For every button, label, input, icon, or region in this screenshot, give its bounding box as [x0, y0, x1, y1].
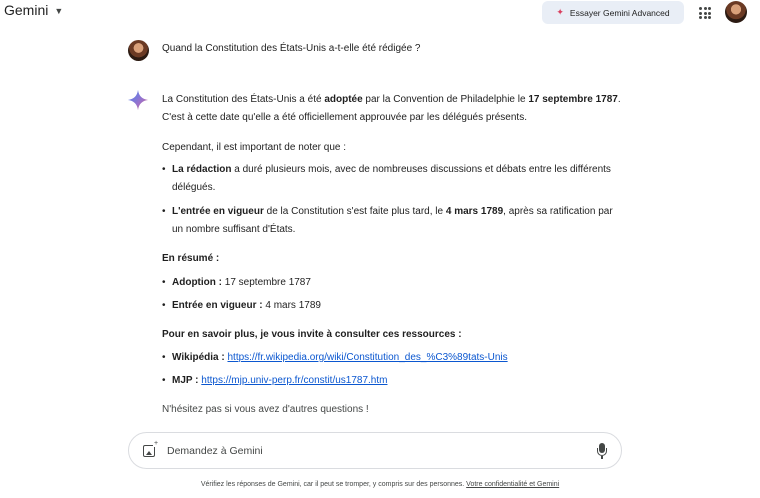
- caret-down-icon: ▼: [54, 5, 64, 16]
- text-span: 4 mars 1789: [262, 300, 321, 311]
- app-title: Gemini: [4, 2, 49, 18]
- try-advanced-button[interactable]: [542, 1, 684, 24]
- disclaimer-text: Vérifiez les réponses de Gemini, car il peut se tromper, y compris sur des personnes.: [200, 481, 467, 488]
- bullet-dot: •: [162, 352, 166, 363]
- bold-span: 17 septembre 1787: [528, 94, 618, 105]
- apps-grid-icon[interactable]: [699, 7, 711, 19]
- bullet-dot: •: [162, 164, 166, 175]
- prompt-input[interactable]: [167, 442, 587, 460]
- bold-span: Wikipédia :: [172, 352, 225, 363]
- bullet-dot: •: [162, 375, 166, 386]
- bullet-dot: •: [162, 206, 166, 217]
- bold-span: La rédaction: [172, 164, 232, 175]
- response-paragraph-note: Cependant, il est important de noter que :: [162, 142, 347, 153]
- gemini-sparkle-icon: [127, 89, 149, 111]
- summary-heading: [162, 250, 219, 268]
- bold-span: Entrée en vigueur :: [172, 300, 263, 311]
- list-item: [162, 274, 622, 292]
- user-query-text: Quand la Constitution des États-Unis a-t-elle été rédigée ?: [162, 43, 421, 54]
- privacy-link[interactable]: Votre confidentialité et Gemini: [466, 481, 560, 488]
- bullet-dot: •: [162, 300, 166, 311]
- text-span: de la Constitution s'est faite plus tard, le: [263, 206, 446, 217]
- list-item: [162, 297, 622, 315]
- bullet-dot: •: [162, 277, 166, 288]
- bold-span: Adoption :: [172, 277, 222, 288]
- account-avatar[interactable]: [725, 1, 747, 23]
- text-span: 17 septembre 1787: [221, 277, 311, 288]
- user-avatar: [128, 40, 149, 61]
- list-item: [162, 161, 622, 197]
- add-image-icon[interactable]: +: [143, 445, 155, 457]
- resources-heading: [162, 326, 462, 344]
- bold-span: 4 mars 1789: [445, 206, 504, 217]
- list-item: [162, 203, 622, 239]
- bold-span: MJP :: [172, 375, 199, 386]
- list-item: [162, 372, 622, 390]
- prompt-bar: [128, 432, 622, 469]
- sparkle-icon: ✦: [556, 7, 564, 17]
- microphone-icon[interactable]: [597, 443, 607, 460]
- text-span: par la Convention de Philadelphie le: [362, 94, 529, 105]
- text-span: , après sa ratification par un nombre suffisant d'États.: [172, 206, 613, 235]
- text-span: . C'est à cette date qu'elle a été officiellement approuvée par les délégués présents.: [162, 94, 621, 123]
- text-span: a duré plusieurs mois, avec de nombreuses discussions et débats entre les différents délégués.: [172, 164, 611, 193]
- bold-span: Pour en savoir plus, je vous invite à consulter ces ressources :: [162, 329, 462, 340]
- bold-span: L'entrée en vigueur: [172, 206, 264, 217]
- bold-span: En résumé :: [162, 253, 220, 264]
- list-item: [162, 349, 622, 367]
- response-closing: N'hésitez pas si vous avez d'autres questions !: [162, 404, 369, 415]
- top-bar: [0, 0, 760, 26]
- footer-disclaimer: [0, 481, 760, 488]
- response-paragraph-intro: [162, 91, 622, 127]
- try-advanced-label: Essayer Gemini Advanced: [569, 7, 670, 18]
- model-switcher[interactable]: [4, 2, 63, 18]
- text-span: La Constitution des États-Unis a été: [162, 94, 325, 105]
- wikipedia-link[interactable]: https://fr.wikipedia.org/wiki/Constitution_des_%C3%89tats-Unis: [227, 352, 508, 363]
- mjp-link[interactable]: https://mjp.univ-perp.fr/constit/us1787.htm: [201, 375, 388, 386]
- bold-span: adoptée: [324, 94, 363, 105]
